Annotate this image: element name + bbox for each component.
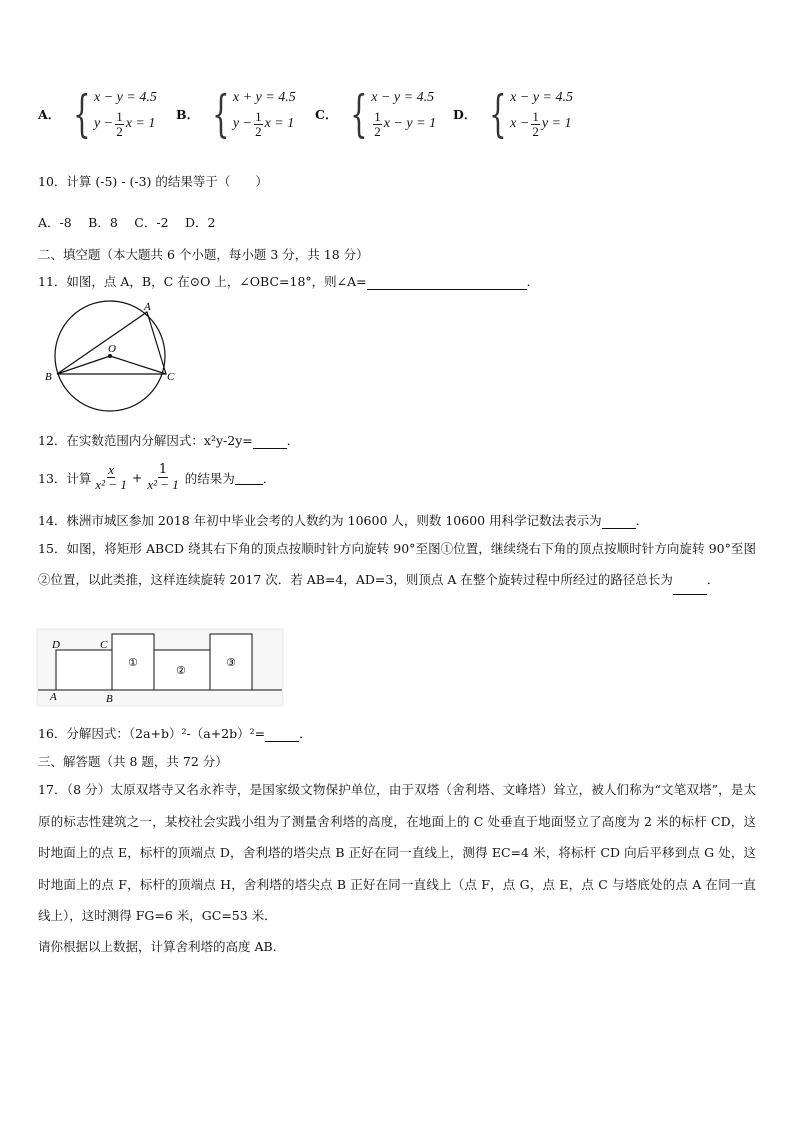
q17-text: 17．（8 分）太原双塔寺又名永祚寺，是国家级文物保护单位，由于双塔（舍利塔、文峰塔）耸立，被人们称为“文笔双塔”，是太原的标志性建筑之一，某校社会实践小组为了测量舍利塔的高度，在地面上的 C 处垂直于地面竖立了高度为 2 米的标杆 CD，这时地面上的点 E，标杆的顶端点 D，舍利塔的塔尖点 B 正好在同一直线上，测得 EC=4 米，将标杆 CD 向后平移到点 G 处，这时地面上的点 F，标杆的顶端点 H，舍利塔的塔尖点 B 正好在同一直线上（点 F，点 G，点 E，点 C 与塔底处的点 A 在同一直线上），这时测得 FG=6 米，GC=53 米．: [38, 782, 756, 923]
equation-1: x − y = 4.5: [94, 90, 157, 105]
label-d: D: [52, 639, 60, 651]
equation-2: x − $\frac{1}{2}$ y = 1: [510, 108, 572, 139]
q9-option-b: B． { x + y = 4.5 y − $\frac{1}{2}$ x = 1: [176, 85, 296, 143]
label-c: C: [167, 371, 175, 383]
option-label: A．: [38, 107, 61, 122]
segment-ob: [57, 356, 110, 374]
rotation-figure: [36, 628, 284, 708]
label-2: ②: [176, 664, 186, 677]
label-b: B: [45, 371, 52, 383]
fraction-1: $\frac{x}{\text{x² − 1}}$: [95, 462, 127, 492]
segment-oc: [110, 356, 166, 374]
answer-blank: [673, 594, 707, 595]
q9-option-a: A． { x − y = 4.5 y − $\frac{1}{2}$ x = 1: [38, 85, 157, 143]
equation-1: x − y = 4.5: [510, 90, 573, 105]
section-3-heading: 三、解答题（共 8 题，共 72 分）: [38, 754, 228, 769]
circle-figure: [40, 298, 180, 416]
q12-stem: 12．在实数范围内分解因式：x²y-2y= ．: [38, 433, 300, 448]
fraction-2: $\frac{1}{\text{x² − 1}}$: [147, 462, 179, 492]
equation-2: $\frac{1}{2}$ x − y = 1: [374, 108, 437, 139]
answer-blank: [602, 528, 636, 529]
answer-blank: [265, 741, 299, 742]
equation-1: x − y = 4.5: [371, 90, 435, 105]
q10-stem: 10．计算 (-5) - (-3) 的结果等于（ ）: [38, 174, 268, 189]
q10-options: A．-8 B．8 C．-2 D．2: [38, 215, 216, 230]
label-a: A: [50, 691, 57, 703]
label-3: ③: [226, 656, 236, 669]
equation-2: y − $\frac{1}{2}$ x = 1: [94, 108, 156, 139]
answer-blank: [253, 448, 287, 449]
label-c: C: [100, 639, 108, 651]
q9-option-c: C． { x − y = 4.5 $\frac{1}{2}$ x − y = 1: [315, 85, 437, 143]
label-o: O: [108, 343, 116, 355]
q14-stem: 14．株洲市城区参加 2018 年初中毕业会考的人数约为 10600 人，则数 10600 用科学记数法表示为 ．: [38, 513, 649, 528]
section-2-heading: 二、填空题（本大题共 6 个小题，每小题 3 分，共 18 分）: [38, 247, 369, 262]
rectangle-abcd: [56, 650, 112, 690]
q9-option-d: D． { x − y = 4.5 x − $\frac{1}{2}$ y = 1: [453, 85, 573, 143]
equation-2: y − $\frac{1}{2}$ x = 1: [232, 108, 295, 139]
answer-blank: [235, 470, 263, 485]
label-b: B: [106, 693, 113, 705]
q13-stem: 13．计算 $\frac{x}{\text{x² − 1}}$ + $\frac{1}{\text{x² − 1}}$ 的结果为 ．: [38, 462, 276, 492]
q15-text: 15．如图，将矩形 ABCD 绕其右下角的顶点按顺时针方向旋转 90°至图①位置，继续绕右下角的顶点按顺时针方向旋转 90°至图②位置，以此类推，这样连续旋转 2017 次．若 AB=4，AD=3，则顶点 A 在整个旋转过程中所经过的路径总长为 ．: [38, 533, 756, 595]
label-a: A: [144, 301, 151, 313]
q11-stem: 11．如图，点 A，B，C 在⊙O 上，∠OBC=18°，则∠A= ．: [38, 274, 540, 289]
answer-blank: [367, 289, 527, 290]
equation-1: x + y = 4.5: [232, 90, 296, 105]
q16-stem: 16．分解因式：（2a+b）²-（a+2b）²= ．: [38, 726, 312, 741]
option-label: D．: [453, 107, 477, 122]
option-label: B．: [176, 107, 200, 122]
label-1: ①: [128, 656, 138, 669]
q17-last-line: 请你根据以上数据，计算舍利塔的高度 AB．: [38, 939, 286, 954]
option-label: C．: [315, 107, 338, 122]
